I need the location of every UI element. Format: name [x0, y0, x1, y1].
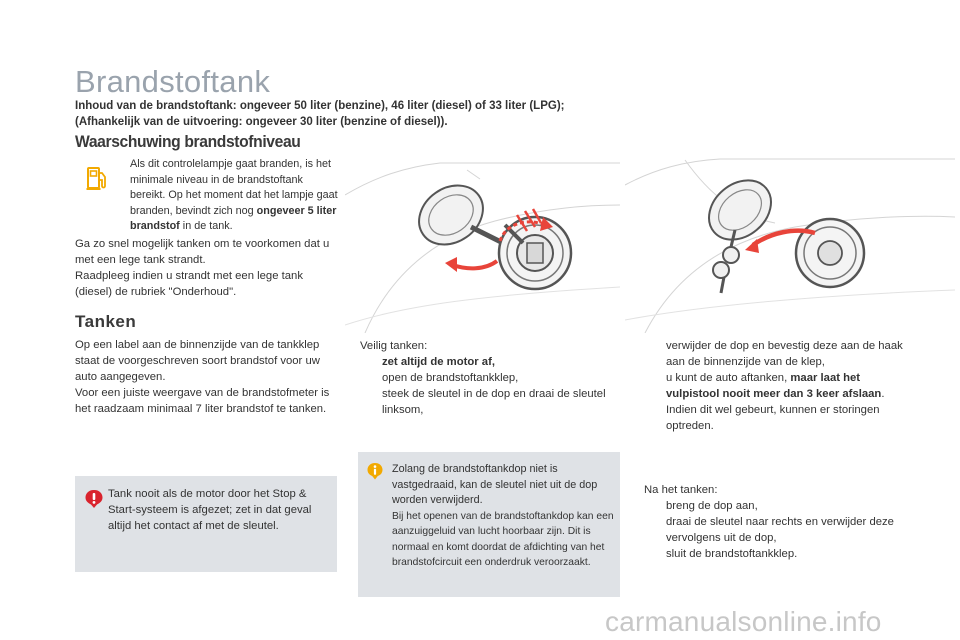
warning-lamp-description: Als dit controlelampje gaat branden, is het minimale niveau in de brandstoftank bereikt. Op het moment dat het lampje gaat branden, bevindt zich nog ongeveer 5 liter brandstof in de tank.: [130, 158, 338, 232]
info-icon: [366, 462, 384, 480]
tank-capacity-note: [75, 98, 635, 130]
exclamation-icon: [84, 489, 104, 509]
warning-advice: Ga zo snel mogelijk tanken om te voorkomen dat u met een lege tank strandt. Raadpleeg indien u strandt met een lege tank (diesel) de rubriek "Onderhoud".: [75, 238, 330, 298]
list-item: sluit de brandstoftankklep.: [666, 548, 798, 560]
refuel-steps-continued: [644, 338, 904, 434]
safe-refuel-steps: [360, 338, 620, 418]
list-item: open de brandstoftankklep,: [382, 372, 519, 384]
section-heading-warning: Waarschuwing brandstofniveau: [75, 132, 301, 151]
fuel-pump-icon: [86, 165, 108, 191]
list-item: draai de sleutel naar rechts en verwijder deze vervolgens uit de dop,: [666, 516, 894, 544]
after-refuel-steps: [644, 482, 904, 562]
list-item: breng de dop aan,: [666, 500, 758, 512]
capacity-line-2: (Afhankelijk van de uitvoering: ongeveer 30 liter (benzine of diesel)).: [75, 116, 448, 128]
list-item: zet altijd de motor af,: [382, 356, 495, 368]
safe-refuel-intro: Veilig tanken:: [360, 340, 428, 352]
fuel-cap-open-illustration: [345, 155, 620, 333]
refuel-description: Op een label aan de binnenzijde van de tankklep staat de voorgeschreven soort brandstof voor uw auto aangegeven. Voor een juiste weergave van de brandstofmeter is het raadzaam minimaal 7 liter brandstof te tanken.: [75, 339, 330, 415]
after-refuel-intro: Na het tanken:: [644, 484, 718, 496]
watermark: carmanualsonline.info: [605, 606, 882, 637]
warning-amount: ongeveer 5 liter brandstof: [130, 204, 337, 232]
list-item: u kunt de auto aftanken, maar laat het vulpistool nooit meer dan 3 keer afslaan. Indien dit wel gebeurt, kunnen er storingen optreden.: [666, 372, 885, 432]
capacity-line-1: Inhoud van de brandstoftank: ongeveer 50 liter (benzine), 46 liter (diesel) of 33 liter (LPG);: [75, 100, 565, 112]
page-title: Brandstoftank: [75, 64, 271, 99]
fuel-cap-remove-illustration: [625, 155, 955, 333]
info-text: Zolang de brandstoftankdop niet is vastgedraaid, kan de sleutel niet uit de dop worden verwijderd. Bij het openen van de brandstoftankdop kan een aanzuiggeluid van lucht hoorbaar zijn. Dit is normaal en komt doordat de afdichting van het brandstofcircuit een onderdruk veroorzaakt.: [392, 463, 614, 569]
section-heading-refuel: Tanken: [75, 312, 137, 331]
list-item: steek de sleutel in de dop en draai de sleutel linksom,: [382, 388, 606, 416]
alert-text: Tank nooit als de motor door het Stop & Start-systeem is afgezet; zet in dat geval altijd het contact af met de sleutel.: [108, 488, 312, 532]
list-item: verwijder de dop en bevestig deze aan de haak aan de binnenzijde van de klep,: [666, 340, 903, 368]
